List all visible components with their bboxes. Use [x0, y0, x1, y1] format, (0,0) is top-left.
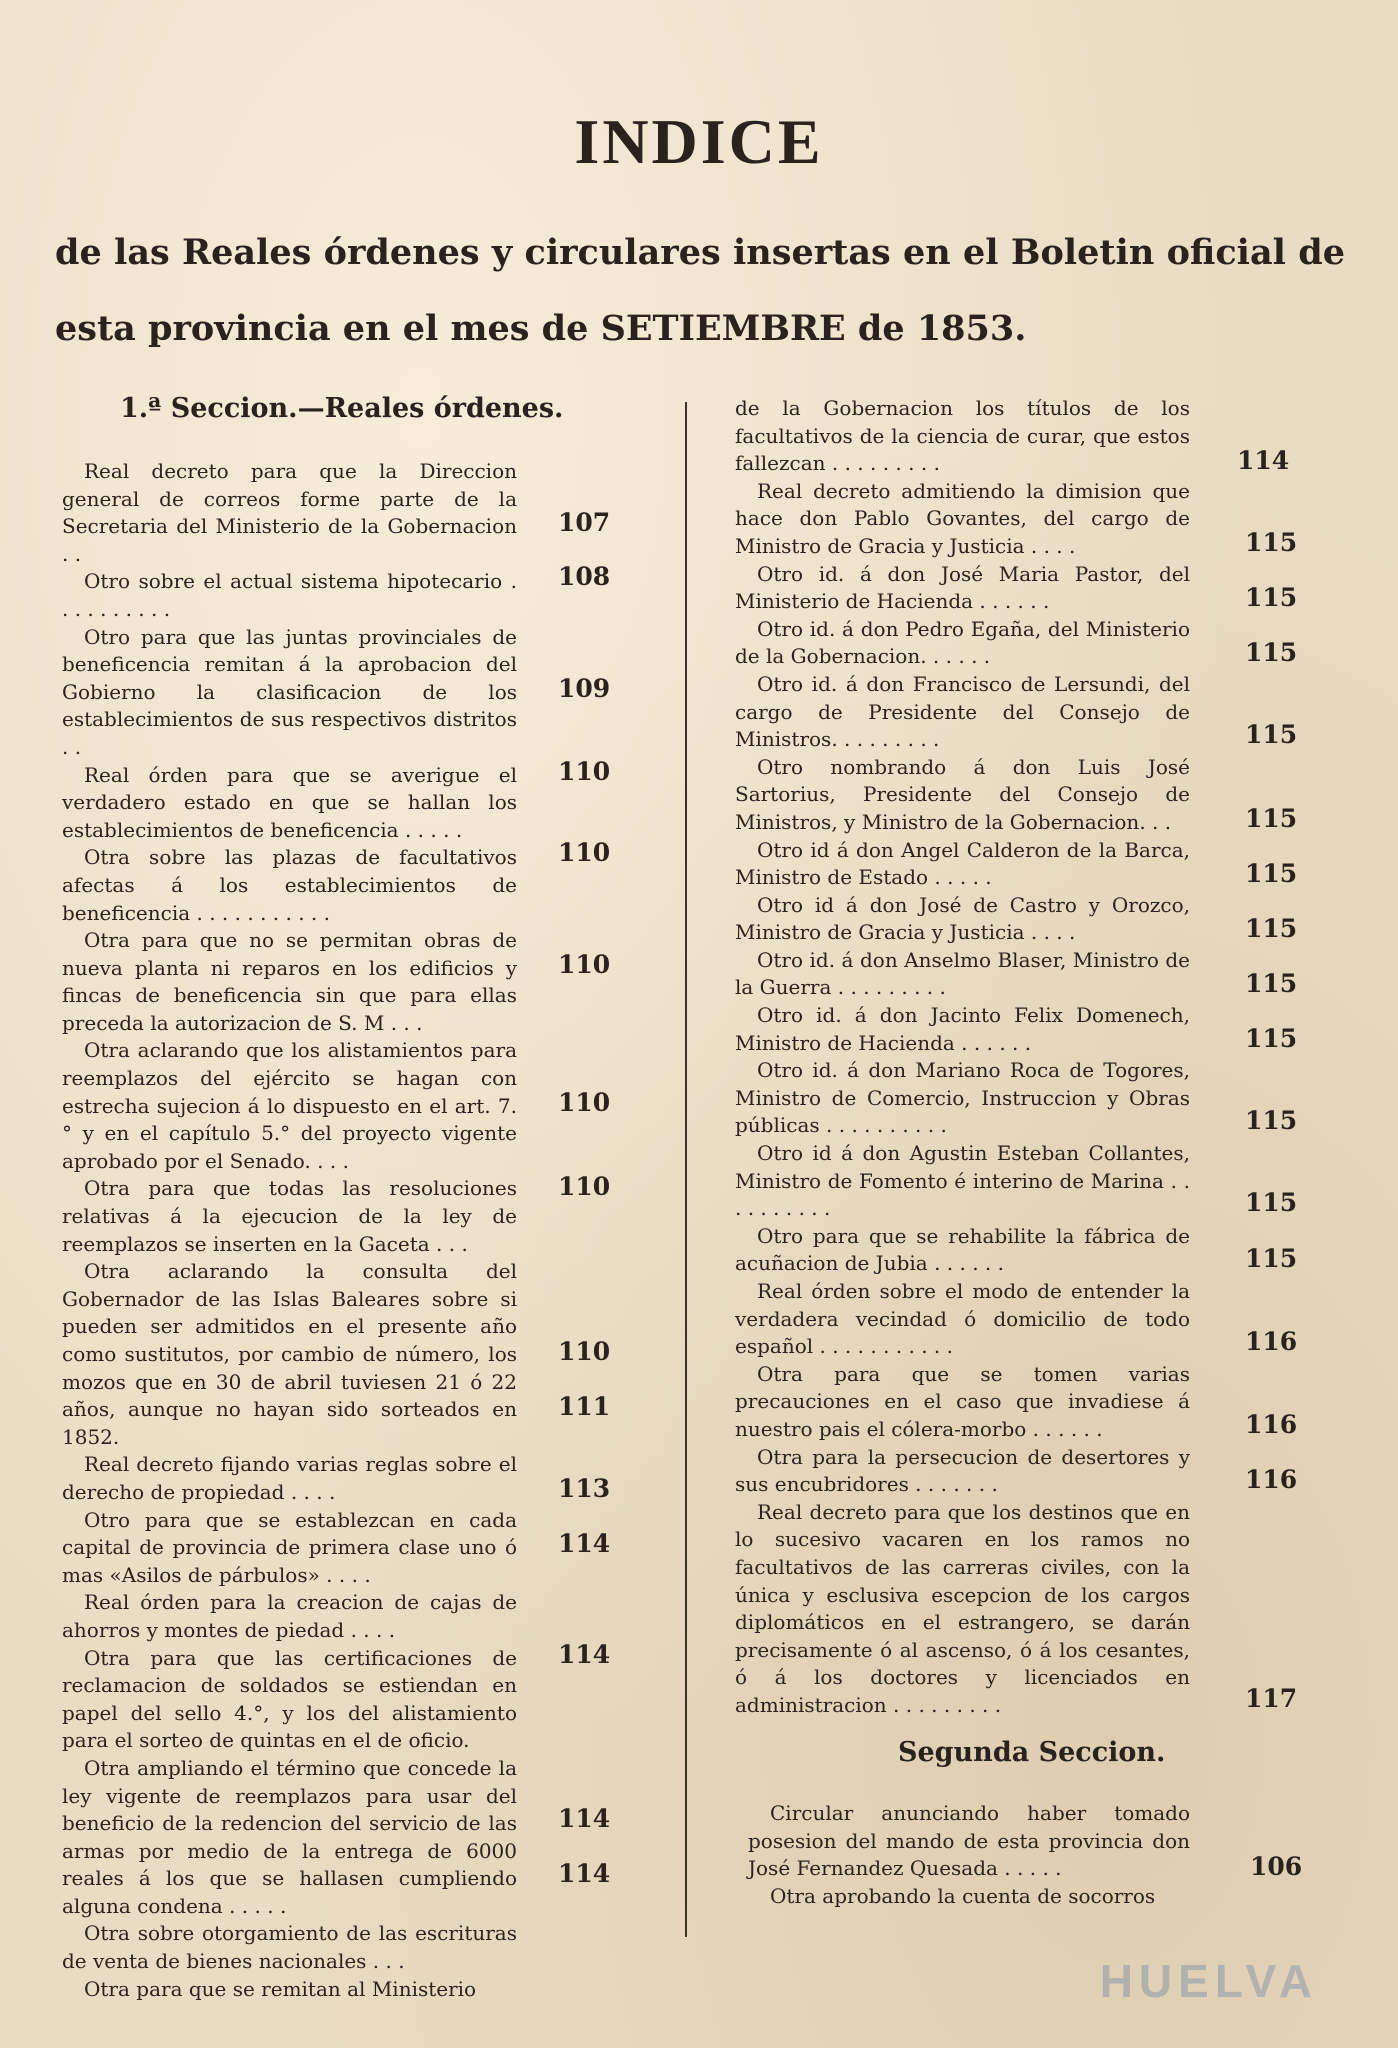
- page-number: 110: [558, 757, 611, 786]
- page-number: 115: [1245, 1188, 1298, 1217]
- page-number: 115: [1245, 1106, 1298, 1135]
- index-entry: Otro id. á don Pedro Egaña, del Ministerio de la Gobernacion. . . . . .: [735, 616, 1190, 669]
- index-entry: Otro id. á don Mariano Roca de Togores, Ministro de Comercio, Instruccion y Obras públicas . . . . . . . . . .: [735, 1058, 1190, 1138]
- page-number: 115: [1245, 969, 1298, 998]
- right-column: [735, 395, 1190, 1720]
- section-2-entries: [748, 1800, 1190, 1910]
- index-entry: Otra para que se remitan al Ministerio: [84, 1976, 477, 2001]
- index-entry: Otro id á don Angel Calderon de la Barca, Ministro de Estado . . . . .: [735, 837, 1190, 890]
- index-entry: Otro para que se rehabilite la fábrica de acuñacion de Jubia . . . . . .: [735, 1223, 1190, 1276]
- page-number: 110: [558, 838, 611, 867]
- left-column: [62, 458, 517, 2003]
- index-entry: de la Gobernacion los títulos de los facultativos de la ciencia de curar, que estos fallezcan . . . . . . . . .: [735, 396, 1190, 476]
- section-1-title: 1.ª Seccion.—Reales órdenes.: [120, 393, 564, 424]
- index-entry: Otra para que las certificaciones de reclamacion de soldados se estiendan en papel del sello 4.°, y los del alistamiento para el sorteo de quintas en el de oficio.: [62, 1645, 517, 1753]
- document-title: INDICE: [574, 106, 824, 177]
- index-entry: Real decreto admitiendo la dimision que hace don Pablo Govantes, del cargo de Ministro de Gracia y Justicia . . . .: [735, 478, 1190, 558]
- index-entry: Real órden para que se averigue el verdadero estado en que se hallan los establecimientos de beneficencia . . . . .: [62, 762, 517, 842]
- index-entry: Otro id. á don José Maria Pastor, del Ministerio de Hacienda . . . . . .: [735, 561, 1190, 614]
- document-subtitle: de las Reales órdenes y circulares insertas en el Boletin oficial de esta provincia en el mes de SETIEMBRE de 1853.: [55, 232, 1345, 349]
- page-number: 115: [1245, 804, 1298, 833]
- page-number: 115: [1245, 914, 1298, 943]
- index-entry: Otra sobre otorgamiento de las escrituras de venta de bienes nacionales . . .: [62, 1921, 517, 1974]
- page-number: 108: [558, 562, 611, 591]
- page-number: 115: [1245, 638, 1298, 667]
- index-entry: Otro para que se establezcan en cada capital de provincia de primera clase uno ó mas «Asilos de párbulos» . . . .: [62, 1507, 517, 1587]
- page-number: 113: [558, 1474, 611, 1503]
- page-number: 110: [558, 950, 611, 979]
- index-entry: Otro id á don José de Castro y Orozco, Ministro de Gracia y Justicia . . . .: [735, 892, 1190, 945]
- archive-watermark: HUELVA: [1099, 1955, 1318, 2007]
- index-entry: Otro sobre el actual sistema hipotecario . . . . . . . . . .: [62, 569, 517, 621]
- section-2-title: Segunda Seccion.: [898, 1737, 1166, 1768]
- page-number: 110: [558, 1337, 611, 1366]
- index-entry: Otra ampliando el término que concede la ley vigente de reemplazos para usar del beneficio de la redencion del servicio de las armas por medio de la entrega de 6000 reales á los que se hallasen cumpliendo alguna condena . . . . .: [62, 1755, 517, 1918]
- page-number: 106: [1250, 1852, 1303, 1881]
- index-entry: Otra para la persecucion de desertores y sus encubridores . . . . . . .: [735, 1444, 1190, 1497]
- column-divider: [685, 402, 687, 1937]
- page-number: 111: [558, 1392, 611, 1421]
- index-entry: Circular anunciando haber tomado posesion del mando de esta provincia don José Fernandez Quesada . . . . .: [748, 1801, 1190, 1881]
- index-entry: Otro id á don Agustin Esteban Collantes, Ministro de Fomento é interino de Marina . . . . . . . . . .: [735, 1141, 1190, 1221]
- page-number: 115: [1245, 1244, 1298, 1273]
- index-entry: Real decreto para que los destinos que en lo sucesivo vacaren en los ramos no facultativos de las carreras civiles, con la única y esclusiva escepcion de los cargos diplomáticos en el estrangero, se darán precisamente ó al ascenso, ó á los cesantes, ó á los doctores y licenciados en administracion . . . . . . . . .: [735, 1499, 1190, 1717]
- page-number: 115: [1245, 859, 1298, 888]
- index-entry: Real órden para la creacion de cajas de ahorros y montes de piedad . . . .: [62, 1590, 517, 1642]
- page-number: 116: [1245, 1327, 1298, 1356]
- page-number: 109: [558, 674, 611, 703]
- page-number: 107: [558, 508, 611, 537]
- page-number: 114: [1237, 446, 1290, 475]
- index-entry: Otra para que todas las resoluciones relativas á la ejecucion de la ley de reemplazos se inserten en la Gaceta . . .: [62, 1176, 517, 1256]
- index-entry: Otro id. á don Francisco de Lersundi, del cargo de Presidente del Consejo de Ministros. . . . . . . . .: [735, 671, 1190, 752]
- page-number: 115: [1245, 720, 1298, 749]
- page-number: 114: [558, 1859, 611, 1888]
- index-entry: Otro para que las juntas provinciales de beneficencia remitan á la aprobacion del Gobierno la clasificacion de los establecimientos de sus respectivos distritos . .: [62, 624, 517, 759]
- page-number: 115: [1245, 528, 1298, 557]
- index-entry: Otra para que se tomen varias precauciones en el caso que invadiese á nuestro pais el cólera-morbo . . . . . .: [735, 1361, 1190, 1441]
- index-entry: Real decreto fijando varias reglas sobre el derecho de propiedad . . . .: [62, 1452, 517, 1504]
- index-entry: Otra aclarando la consulta del Gobernador de las Islas Baleares sobre si pueden ser admitidos en el presente año como sustitutos, por cambio de número, los mozos que en 30 de abril tuviesen 21 ó 22 años, aunque no hayan sido sorteados en 1852.: [62, 1259, 517, 1449]
- page-number: 114: [558, 1529, 611, 1558]
- page-number: 115: [1245, 583, 1298, 612]
- page-number: 110: [558, 1172, 611, 1201]
- index-entry: Otro id. á don Jacinto Felix Domenech, Ministro de Hacienda . . . . . .: [735, 1003, 1190, 1055]
- index-entry: Otra sobre las plazas de facultativos afectas á los establecimientos de beneficencia . . . . . . . . . . .: [62, 845, 517, 925]
- index-entry: Otro nombrando á don Luis José Sartorius, Presidente del Consejo de Ministros, y Ministro de la Gobernacion. . .: [735, 754, 1190, 834]
- page-number: 115: [1245, 1024, 1298, 1053]
- index-entry: Real decreto para que la Direccion general de correos forme parte de la Secretaria del Ministerio de la Gobernacion . .: [62, 459, 517, 566]
- page-number: 116: [1245, 1465, 1298, 1494]
- page-number: 117: [1245, 1684, 1298, 1713]
- index-entry: Otro id. á don Anselmo Blaser, Ministro de la Guerra . . . . . . . . .: [735, 947, 1190, 1000]
- index-entry: Otra para que no se permitan obras de nueva planta ni reparos en los edificios y fincas de beneficencia sin que para ellas preceda la autorizacion de S. M . . .: [62, 928, 517, 1035]
- page-number: 114: [558, 1640, 611, 1669]
- index-entry: Real órden sobre el modo de entender la verdadera vecindad ó domicilio de todo español . . . . . . . . . . .: [735, 1279, 1190, 1359]
- page-number: 110: [558, 1088, 611, 1117]
- page-number: 114: [558, 1804, 611, 1833]
- page-number: 116: [1245, 1410, 1298, 1439]
- index-entry: Otra aprobando la cuenta de socorros: [770, 1883, 1156, 1908]
- index-entry: Otra aclarando que los alistamientos para reemplazos del ejército se hagan con estrecha sujecion á lo dispuesto en el art. 7.° y en el capítulo 5.° del proyecto vigente aprobado por el Senado. . . .: [62, 1038, 517, 1173]
